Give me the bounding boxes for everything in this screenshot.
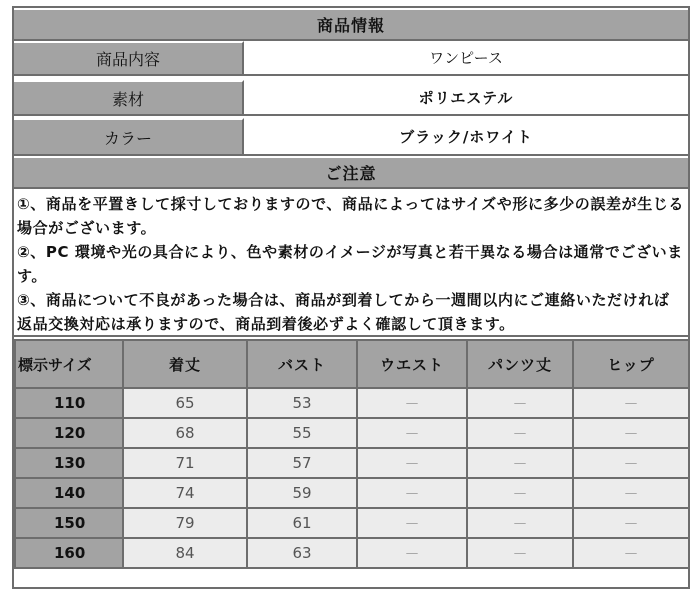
table-cell: 79 [123, 508, 247, 538]
table-cell: － [357, 448, 467, 478]
column-header-length: 着丈 [123, 340, 247, 388]
info-value-material: ポリエステル [244, 80, 688, 114]
table-cell: 71 [123, 448, 247, 478]
info-label-content: 商品内容 [14, 41, 244, 74]
table-row [15, 448, 689, 478]
table-cell: － [573, 538, 689, 568]
info-row-material [14, 80, 688, 116]
table-cell: － [467, 508, 573, 538]
table-cell: 57 [247, 448, 357, 478]
column-header-pants-length: パンツ丈 [467, 340, 573, 388]
table-row [15, 418, 689, 448]
info-label-color: カラー [14, 118, 244, 154]
size-label-cell: 150 [15, 508, 123, 538]
table-cell: 61 [247, 508, 357, 538]
notice-body [14, 189, 688, 337]
table-cell: － [467, 478, 573, 508]
table-cell: － [573, 418, 689, 448]
column-header-waist: ウエスト [357, 340, 467, 388]
size-label-cell: 140 [15, 478, 123, 508]
size-label-cell: 160 [15, 538, 123, 568]
info-value-color: ブラック/ホワイト [244, 118, 688, 154]
table-cell: － [357, 508, 467, 538]
table-cell: － [573, 388, 689, 418]
column-header-bust: バスト [247, 340, 357, 388]
table-row [15, 508, 689, 538]
size-label-cell: 130 [15, 448, 123, 478]
table-cell: 68 [123, 418, 247, 448]
column-header-size: 標示サイズ [15, 340, 123, 388]
table-cell: 53 [247, 388, 357, 418]
table-cell: － [467, 538, 573, 568]
product-info-sheet [12, 6, 690, 589]
notice-item-1: ①、商品を平置きして採寸しておりますので、商品によってはサイズや形に多少の誤差が生じる場合がございます。 [17, 195, 685, 237]
table-cell: － [357, 418, 467, 448]
table-cell: 63 [247, 538, 357, 568]
size-table-header-row [15, 340, 689, 388]
table-cell: － [573, 478, 689, 508]
table-cell: － [357, 478, 467, 508]
table-cell: 55 [247, 418, 357, 448]
table-row [15, 388, 689, 418]
table-cell: － [357, 538, 467, 568]
size-label-cell: 120 [15, 418, 123, 448]
table-cell: － [467, 418, 573, 448]
info-label-material: 素材 [14, 80, 244, 114]
table-cell: － [573, 508, 689, 538]
table-cell: 59 [247, 478, 357, 508]
column-header-hip: ヒップ [573, 340, 689, 388]
notice-header: ご注意 [14, 156, 688, 189]
size-label-cell: 110 [15, 388, 123, 418]
table-cell: － [357, 388, 467, 418]
size-table [14, 339, 690, 569]
info-row-color [14, 118, 688, 156]
table-row [15, 478, 689, 508]
notice-item-3: ③、商品について不良があった場合は、商品が到着してから一週間以内にご連絡いただければ返品交換対応は承りますので、商品到着後必ずよく確認して頂きます。 [17, 291, 670, 333]
table-cell: － [573, 448, 689, 478]
table-cell: 65 [123, 388, 247, 418]
table-row [15, 538, 689, 568]
product-info-header: 商品情報 [14, 8, 688, 41]
notice-item-2: ②、PC 環境や光の具合により、色や素材のイメージが写真と若干異なる場合は通常でございます。 [17, 243, 683, 285]
table-cell: 84 [123, 538, 247, 568]
info-value-content: ワンピース [244, 41, 688, 74]
table-cell: － [467, 388, 573, 418]
info-row-content [14, 41, 688, 76]
table-cell: － [467, 448, 573, 478]
table-cell: 74 [123, 478, 247, 508]
